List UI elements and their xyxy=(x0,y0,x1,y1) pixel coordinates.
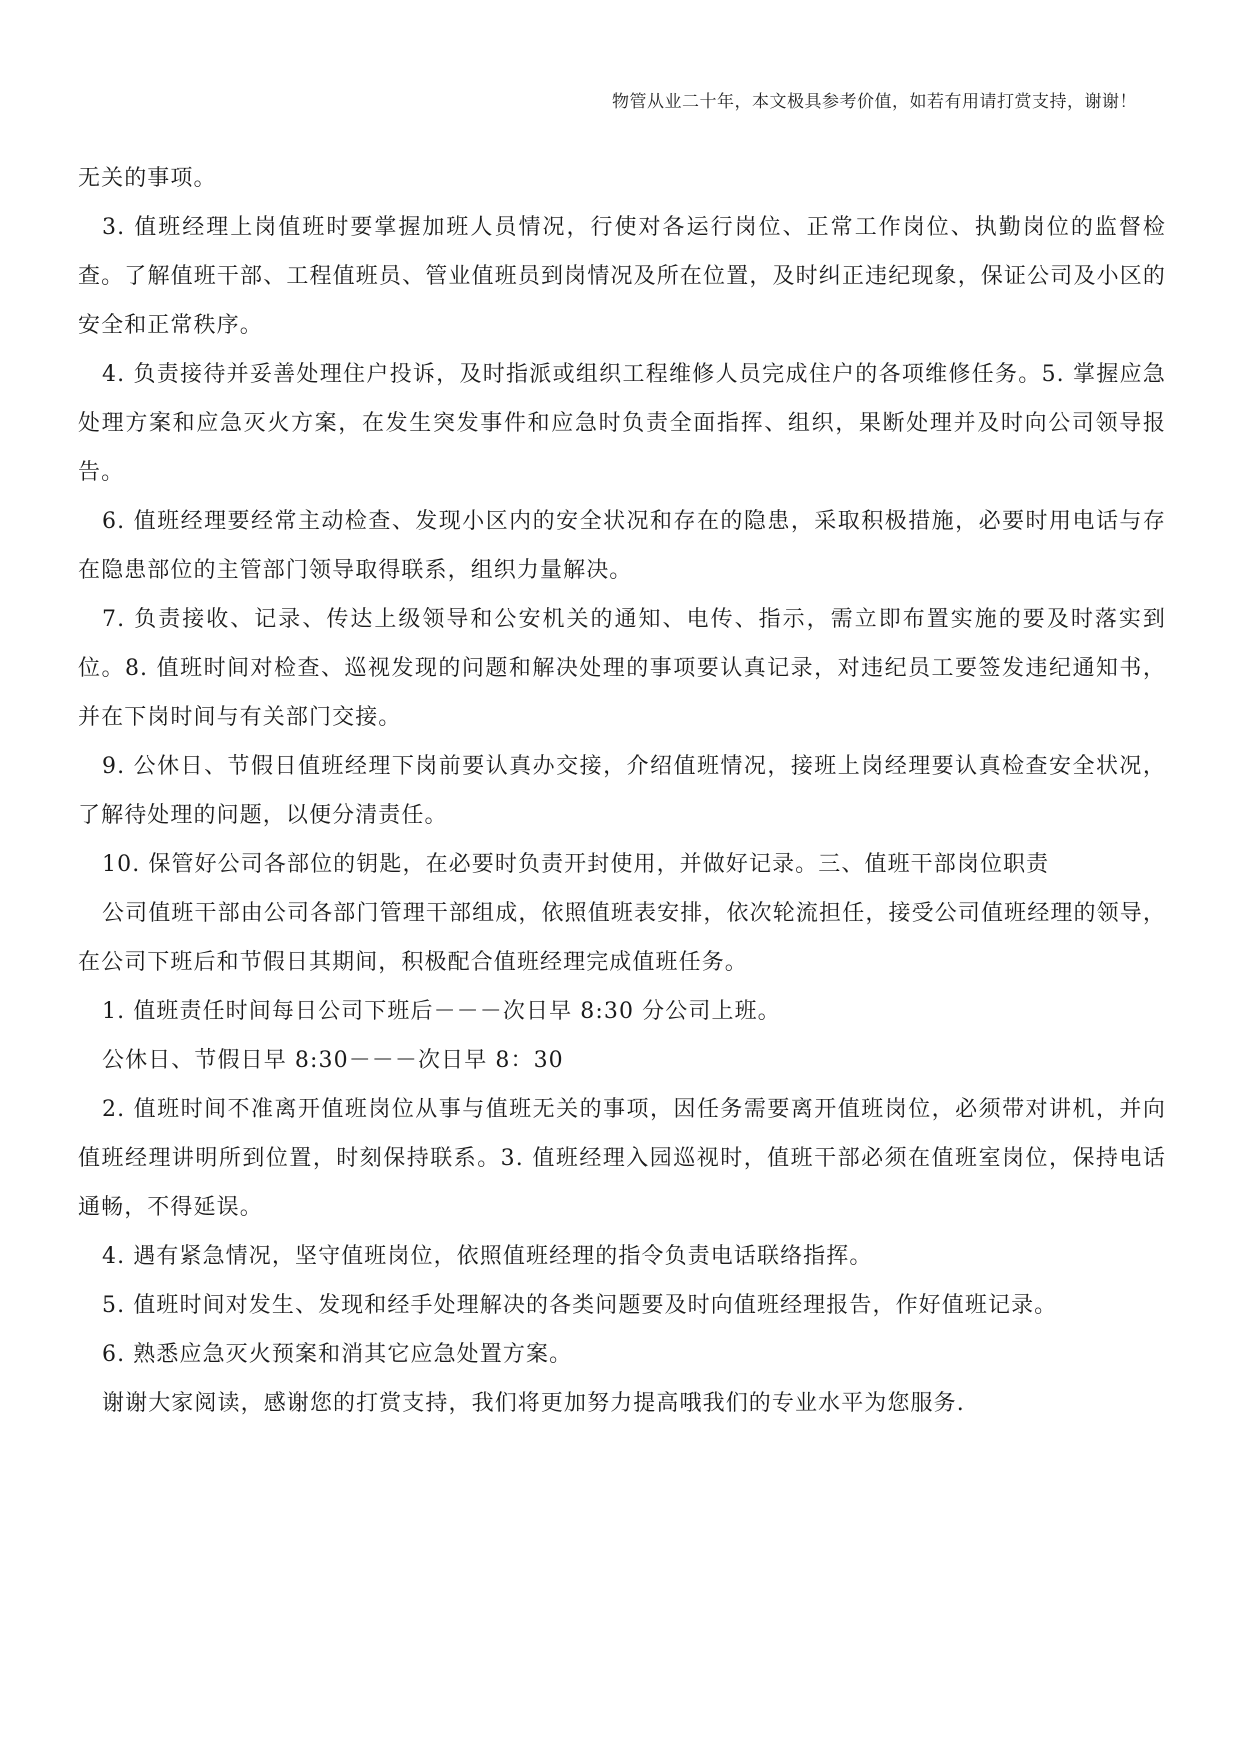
paragraph-duty-item-4: 4. 遇有紧急情况，坚守值班岗位，依照值班经理的指令负责电话联络指挥。 xyxy=(102,1244,873,1269)
paragraph-duty-item-5: 5. 值班时间对发生、发现和经手处理解决的各类问题要及时向值班经理报告，作好值班记录。 xyxy=(102,1293,1058,1318)
paragraph-item-7-8: 7. 负责接收、记录、传达上级领导和公安机关的通知、电传、指示，需立即布置实施的要及时落实到位。8. 值班时间对检查、巡视发现的问题和解决处理的事项要认真记录，对违纪员工要签发违纪通知书，并在下岗时间与有关部门交接。 xyxy=(78,607,1166,730)
paragraph-duty-item-6: 6. 熟悉应急灭火预案和消其它应急处置方案。 xyxy=(102,1342,573,1367)
paragraph-item-6: 6. 值班经理要经常主动检查、发现小区内的安全状况和存在的隐患，采取积极措施，必要时用电话与存在隐患部位的主管部门领导取得联系，组织力量解决。 xyxy=(78,509,1166,583)
paragraph-holiday-hours: 公休日、节假日早 8:30－－－次日早 8：30 xyxy=(102,1048,564,1073)
paragraph-closing: 谢谢大家阅读，感谢您的打赏支持，我们将更加努力提高哦我们的专业水平为您服务. xyxy=(102,1391,965,1416)
paragraph-continuation: 无关的事项。 xyxy=(78,166,217,191)
paragraph-duty-item-1: 1. 值班责任时间每日公司下班后－－－次日早 8:30 分公司上班。 xyxy=(102,999,781,1024)
header-note: 物管从业二十年，本文极具参考价值，如若有用请打赏支持，谢谢！ xyxy=(612,92,1137,112)
paragraph-item-3: 3. 值班经理上岗值班时要掌握加班人员情况，行使对各运行岗位、正常工作岗位、执勤岗位的监督检查。了解值班干部、工程值班员、管业值班员到岗情况及所在位置，及时纠正违纪现象，保证公司及小区的安全和正常秩序。 xyxy=(78,215,1166,338)
paragraph-duty-item-2-3: 2. 值班时间不准离开值班岗位从事与值班无关的事项，因任务需要离开值班岗位，必须带对讲机，并向值班经理讲明所到位置，时刻保持联系。3. 值班经理入园巡视时，值班干部必须在值班室岗位，保持电话通畅，不得延误。 xyxy=(78,1097,1166,1220)
paragraph-item-10: 10. 保管好公司各部位的钥匙，在必要时负责开封使用，并做好记录。三、值班干部岗位职责 xyxy=(102,852,1050,877)
paragraph-item-4-5: 4. 负责接待并妥善处理住户投诉，及时指派或组织工程维修人员完成住户的各项维修任务。5. 掌握应急处理方案和应急灭火方案，在发生突发事件和应急时负责全面指挥、组织，果断处理并及时向公司领导报告。 xyxy=(78,362,1166,485)
paragraph-duty-officer-intro: 公司值班干部由公司各部门管理干部组成，依照值班表安排，依次轮流担任，接受公司值班经理的领导，在公司下班后和节假日其期间，积极配合值班经理完成值班任务。 xyxy=(78,901,1166,975)
document-body xyxy=(78,154,1166,1428)
paragraph-item-9: 9. 公休日、节假日值班经理下岗前要认真办交接，介绍值班情况，接班上岗经理要认真检查安全状况，了解待处理的问题，以便分清责任。 xyxy=(78,754,1166,828)
